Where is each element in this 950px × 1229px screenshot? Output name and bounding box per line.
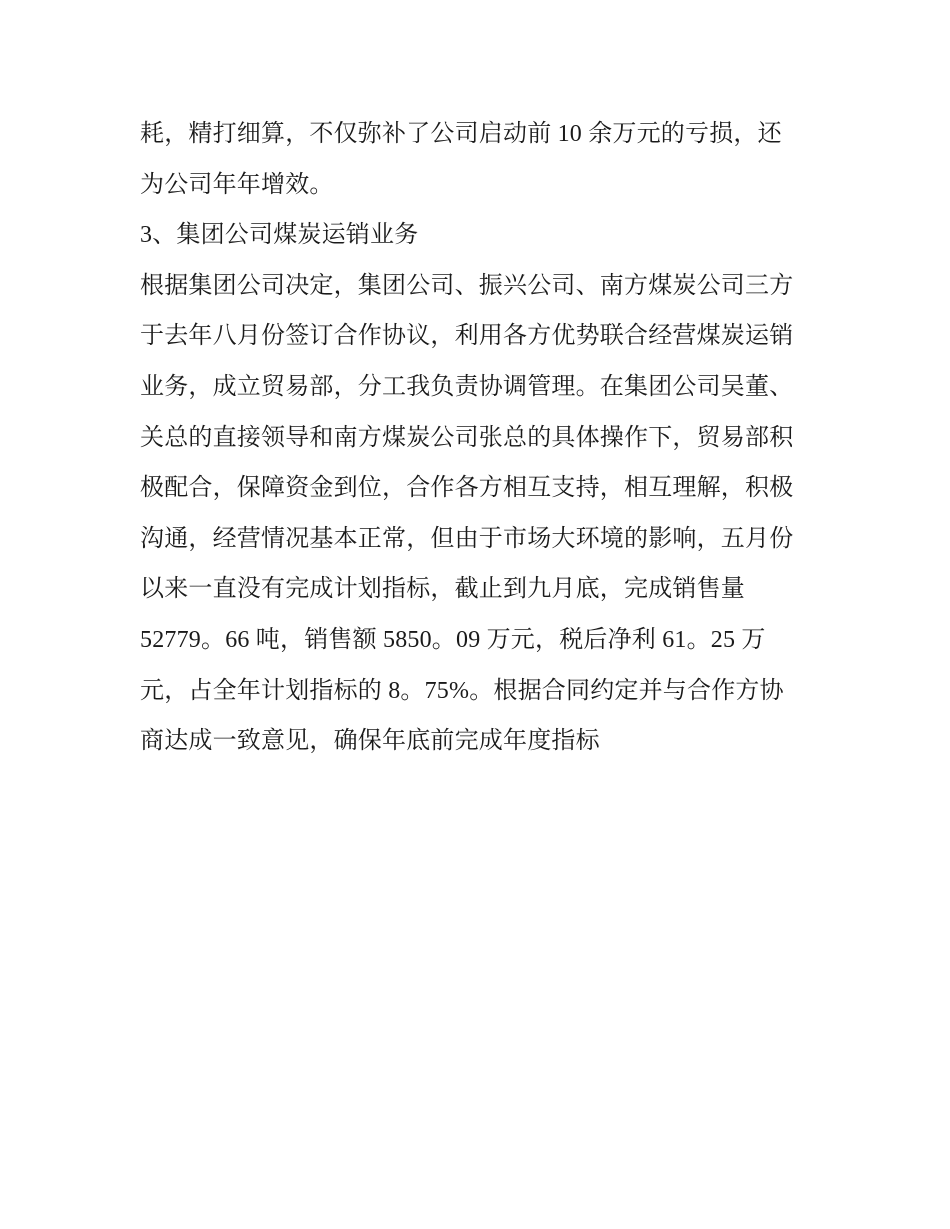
text-line-1: 耗，精打细算，不仅弥补了公司启动前 10 余万元的亏损，还 (140, 121, 782, 147)
text-line-4: 根据集团公司决定，集团公司、振兴公司、南方煤炭公司三方 (140, 272, 794, 299)
section-heading: 3、集团公司煤炭运销业务 (140, 222, 419, 249)
text-line-6: 业务，成立贸易部，分工我负责协调管理。在集团公司吴董、 (140, 373, 794, 400)
text-line-11: 52779。66 吨，销售额 5850。09 万元，税后净利 61。25 万 (140, 626, 766, 653)
text-line-2: 为公司年年增效。 (140, 171, 334, 198)
text-line-10: 以来一直没有完成计划指标，截止到九月底，完成销售量 (140, 576, 745, 603)
text-line-5: 于去年八月份签订合作协议，利用各方优势联合经营煤炭运销 (140, 323, 794, 350)
text-line-12: 元，占全年计划指标的 8。75%。根据合同约定并与合作方协 (140, 677, 784, 704)
text-line-13: 商达成一致意见，确保年底前完成年度指标 (140, 728, 600, 755)
text-line-8: 极配合，保障资金到位，合作各方相互支持，相互理解，积极 (140, 475, 794, 502)
text-line-7: 关总的直接领导和南方煤炭公司张总的具体操作下，贸易部积 (140, 424, 794, 451)
document-body (140, 109, 830, 767)
text-line-9: 沟通，经营情况基本正常，但由于市场大环境的影响，五月份 (140, 525, 794, 552)
